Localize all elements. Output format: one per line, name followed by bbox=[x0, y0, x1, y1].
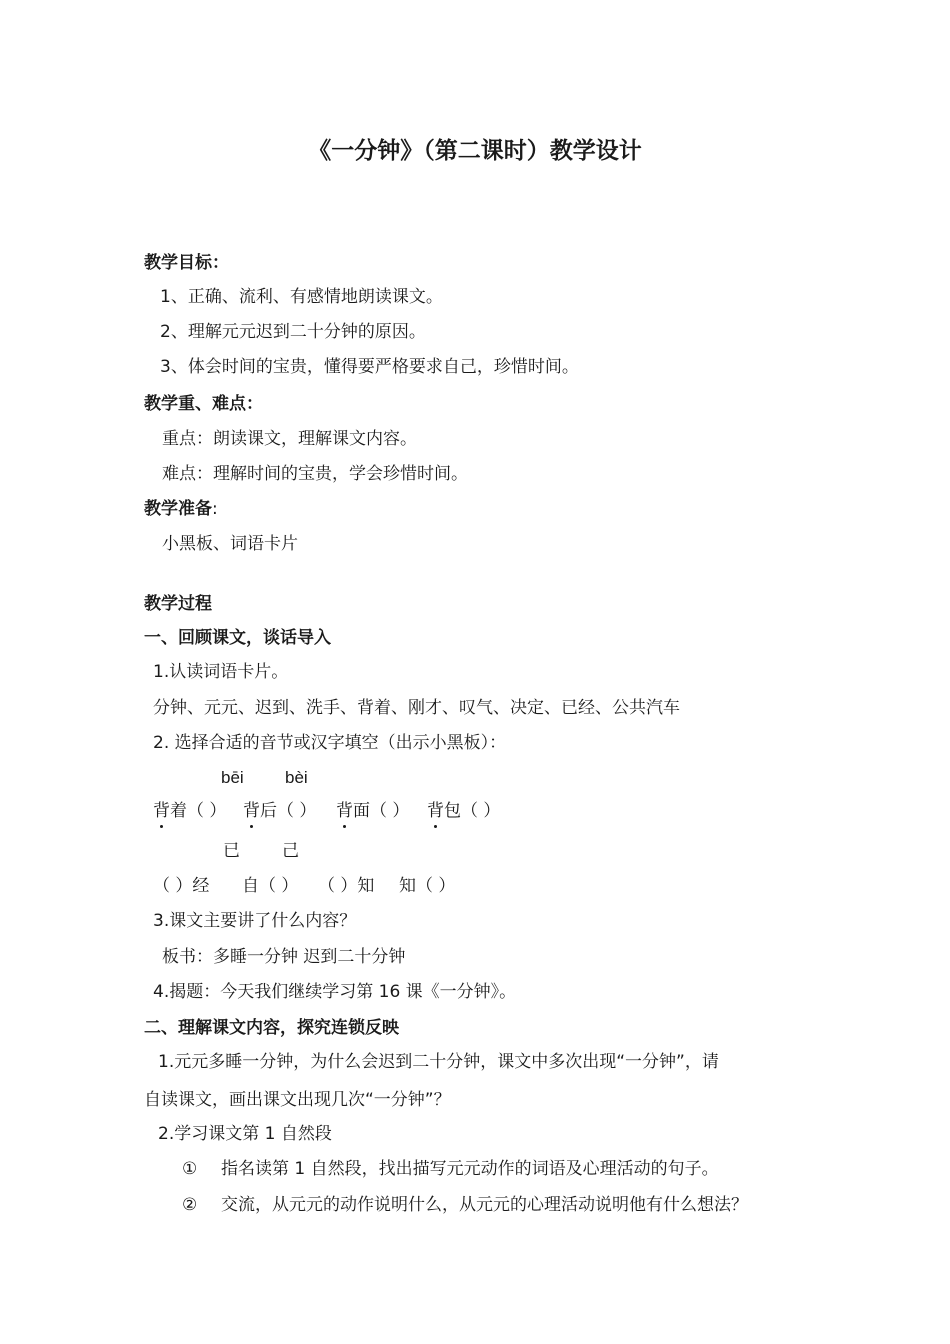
dotted-char: 背 bbox=[243, 801, 260, 821]
dotted-char: 背 bbox=[336, 801, 353, 821]
step-text: 自读课文，画出课文出现几次“一分钟”？ bbox=[144, 1090, 451, 1110]
prep-heading-line bbox=[144, 498, 218, 520]
prep-colon: : bbox=[212, 499, 218, 519]
sub-number: ① bbox=[182, 1159, 198, 1179]
fill-item bbox=[427, 800, 500, 822]
fill-item bbox=[336, 800, 409, 822]
goals-heading: 教学目标： bbox=[144, 253, 229, 273]
fill-rest: 后（ ） bbox=[260, 801, 317, 821]
focus-text: 重点：朗读课文，理解课文内容。 bbox=[162, 429, 417, 449]
fill-item: （ ）知 bbox=[318, 876, 375, 896]
prep-heading: 教学准备 bbox=[144, 499, 212, 519]
goal-item: 1、正确、流利、有感情地朗读课文。 bbox=[160, 287, 443, 307]
step-text: 3.课文主要讲了什么内容？ bbox=[153, 911, 357, 931]
pinyin-option: bèi bbox=[285, 768, 308, 787]
fill-item: （ ）经 bbox=[153, 876, 210, 896]
char-option: 已 bbox=[223, 841, 240, 861]
fill-item bbox=[153, 800, 226, 822]
dotted-char: 背 bbox=[427, 801, 444, 821]
fill-item: 自（ ） bbox=[242, 876, 299, 896]
goal-item: 2、理解元元迟到二十分钟的原因。 bbox=[160, 322, 426, 342]
step-text: 2. 选择合适的音节或汉字填空（出示小黑板）： bbox=[153, 733, 507, 753]
dotted-char: 背 bbox=[153, 801, 170, 821]
word-list: 分钟、元元、迟到、洗手、背着、刚才、叹气、决定、已经、公共汽车 bbox=[153, 698, 680, 718]
step-text: 1.认读词语卡片。 bbox=[153, 662, 289, 682]
sub-text: 交流，从元元的动作说明什么，从元元的心理活动说明他有什么想法？ bbox=[221, 1195, 748, 1215]
process-heading: 教学过程 bbox=[144, 594, 212, 614]
pinyin-option: bēi bbox=[221, 768, 244, 787]
sub-text: 指名读第 1 自然段，找出描写元元动作的词语及心理活动的句子。 bbox=[221, 1159, 719, 1179]
fill-rest: 着（ ） bbox=[170, 801, 227, 821]
sub-number: ② bbox=[182, 1195, 198, 1215]
keypoints-heading: 教学重、难点： bbox=[144, 394, 263, 414]
step-text: 4.揭题：今天我们继续学习第 16 课《一分钟》。 bbox=[153, 982, 517, 1002]
fill-item: 知（ ） bbox=[399, 876, 456, 896]
prep-items: 小黑板、词语卡片 bbox=[162, 534, 298, 554]
step-text: 2.学习课文第 1 自然段 bbox=[158, 1124, 332, 1144]
section1-heading: 一、回顾课文，谈话导入 bbox=[144, 628, 331, 648]
page-title: 《一分钟》（第二课时）教学设计 bbox=[308, 138, 642, 164]
fill-item bbox=[243, 800, 316, 822]
step-text: 1.元元多睡一分钟，为什么会迟到二十分钟，课文中多次出现“一分钟”，请 bbox=[158, 1052, 719, 1072]
goal-item: 3、体会时间的宝贵，懂得要严格要求自己，珍惜时间。 bbox=[160, 357, 579, 377]
fill-rest: 面（ ） bbox=[353, 801, 410, 821]
char-option: 己 bbox=[282, 841, 299, 861]
board-text: 板书：多睡一分钟 迟到二十分钟 bbox=[162, 947, 406, 967]
fill-rest: 包（ ） bbox=[444, 801, 501, 821]
section2-heading: 二、理解课文内容，探究连锁反映 bbox=[144, 1018, 399, 1038]
difficulty-text: 难点：理解时间的宝贵，学会珍惜时间。 bbox=[162, 464, 468, 484]
